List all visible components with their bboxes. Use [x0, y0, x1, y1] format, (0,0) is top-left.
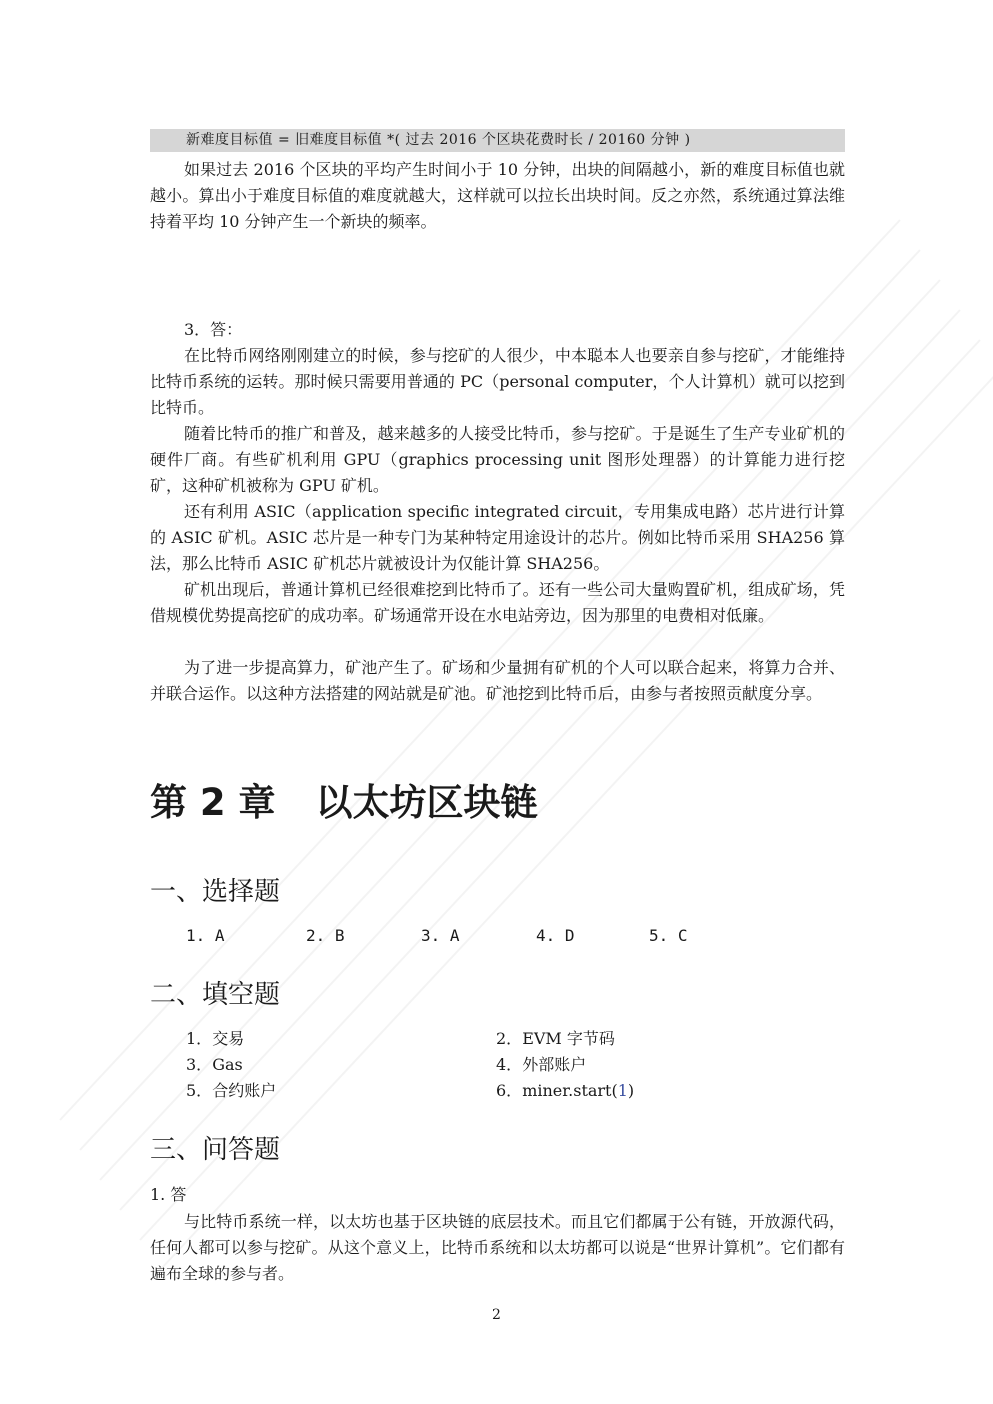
answer-3-paragraph-4: 矿机出现后，普通计算机已经很难挖到比特币了。还有一些公司大量购置矿机，组成矿场，凭借规模优势提高挖矿的成功率。矿场通常开设在水电站旁边，因为那里的电费相对低廉。 — [150, 580, 845, 625]
fill-answer-6-suffix: ) — [627, 1081, 635, 1100]
fill-answer-5 — [186, 1079, 276, 1103]
section-multiple-choice-title: 一、选择题 — [150, 877, 281, 907]
fill-answer-6-text: miner.start( — [522, 1081, 618, 1100]
fill-answer-3 — [186, 1053, 243, 1077]
answer-3-paragraph-2: 随着比特币的推广和普及，越来越多的人接受比特币，参与挖矿。于是诞生了生产专业矿机的硬件厂商。有些矿机利用 GPU（graphics processing unit 图形处理器）的计算能力进行挖矿，这种矿机被称为 GPU 矿机。 — [150, 424, 845, 495]
choice-answer-4: 4. D — [536, 926, 575, 945]
fill-answer-4-text: 外部账户 — [522, 1055, 587, 1074]
section-fill-blank-title: 二、填空题 — [150, 980, 281, 1010]
answer-3-label: 3．答： — [184, 320, 243, 339]
fill-answer-2-text: EVM 字节码 — [522, 1029, 615, 1048]
fill-answer-5-num: 5． — [186, 1081, 213, 1100]
choice-answer-3: 3. A — [421, 926, 460, 945]
fill-answer-6 — [496, 1079, 634, 1103]
answer-3-paragraph-1: 在比特币网络刚刚建立的时候，参与挖矿的人很少，中本聪本人也要亲自参与挖矿，才能维持比特币系统的运转。那时候只需要用普通的 PC（personal computer，个人计算机）就可以挖到比特币。 — [150, 346, 845, 417]
fill-answer-1-text: 交易 — [212, 1029, 245, 1048]
qa-answer-1-label: 1. 答 — [150, 1185, 187, 1204]
difficulty-paragraph: 如果过去 2016 个区块的平均产生时间小于 10 分钟，出块的间隔越小，新的难度目标值也就越小。算出小于难度目标值的难度就越大，这样就可以拉长出块时间。反之亦然，系统通过算法维持着平均 10 分钟产生一个新块的频率。 — [150, 160, 845, 231]
choice-answer-1: 1. A — [186, 926, 225, 945]
answer-3-paragraph-5: 为了进一步提高算力，矿池产生了。矿场和少量拥有矿机的个人可以联合起来，将算力合并、并联合运作。以这种方法搭建的网站就是矿池。矿池挖到比特币后，由参与者按照贡献度分享。 — [150, 658, 845, 703]
fill-answer-5-text: 合约账户 — [212, 1081, 277, 1100]
fill-answer-4 — [496, 1053, 586, 1077]
fill-answer-3-num: 3． — [186, 1055, 213, 1074]
chapter-title: 以太坊区块链 — [315, 781, 538, 824]
qa-answer-1-text: 与比特币系统一样，以太坊也基于区块链的底层技术。而且它们都属于公有链，开放源代码，任何人都可以参与挖矿。从这个意义上，比特币系统和以太坊都可以说是“世界计算机”。它们都有遍布全球的参与者。 — [150, 1212, 845, 1283]
fill-answer-1 — [186, 1027, 244, 1051]
section-qa-title: 三、问答题 — [150, 1135, 281, 1165]
fill-answer-6-highlight: 1 — [617, 1081, 628, 1100]
fill-answer-2 — [496, 1027, 615, 1051]
chapter-heading — [150, 780, 538, 826]
fill-answer-4-num: 4． — [496, 1055, 523, 1074]
answer-3-paragraph-3: 还有利用 ASIC（application specific integrated circuit，专用集成电路）芯片进行计算的 ASIC 矿机。ASIC 芯片是一种专门为某种特定用途设计的芯片。例如比特币采用 SHA256 算法，那么比特币 ASIC 矿机芯片就被设计为仅能计算 SHA256。 — [150, 502, 845, 573]
choice-answer-2: 2. B — [306, 926, 345, 945]
fill-answer-1-num: 1． — [186, 1029, 213, 1048]
choice-answer-5: 5. C — [649, 926, 688, 945]
fill-answer-2-num: 2． — [496, 1029, 523, 1048]
difficulty-formula: 新难度目标值 = 旧难度目标值 *( 过去 2016 个区块花费时长 / 20160 分钟 ) — [150, 129, 845, 152]
chapter-number: 第 2 章 — [150, 781, 276, 824]
page-number: 2 — [492, 1307, 501, 1323]
fill-answer-3-text: Gas — [212, 1055, 243, 1074]
fill-answer-6-num: 6． — [496, 1081, 523, 1100]
